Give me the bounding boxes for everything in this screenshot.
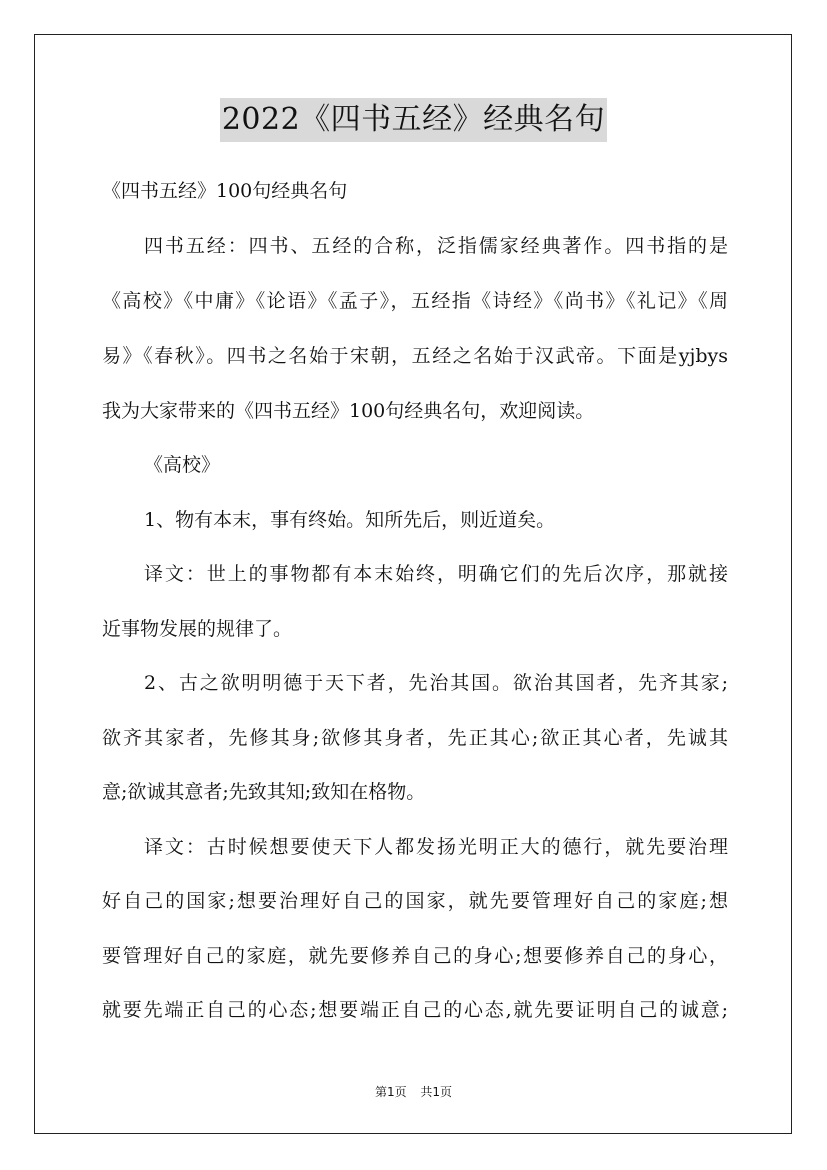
subtitle-line: 《四书五经》100句经典名句 bbox=[102, 180, 348, 202]
title-container bbox=[0, 98, 827, 142]
translation-line: 译文：古时候想要使天下人都发扬光明正大的德行，就先要治理 bbox=[144, 836, 728, 858]
paragraph-line: 四书五经：四书、五经的合称，泛指儒家经典著作。四书指的是 bbox=[144, 235, 728, 257]
section-heading: 《高校》 bbox=[144, 454, 221, 476]
translation-line: 就要先端正自己的心态;想要端正自己的心态,就先要证明自己的诚意; bbox=[102, 999, 728, 1021]
translation-line: 要管理好自己的家庭，就先要修养自己的身心;想要修养自己的身心， bbox=[102, 945, 728, 967]
page-number: 第1页 bbox=[374, 1085, 407, 1099]
translation-line: 近事物发展的规律了。 bbox=[102, 618, 293, 640]
quote-line: 1、物有本末，事有终始。知所先后，则近道矣。 bbox=[144, 509, 556, 531]
document-title: 2022《四书五经》经典名句 bbox=[220, 98, 607, 142]
quote-line: 意;欲诚其意者;先致其知;致知在格物。 bbox=[102, 781, 426, 803]
page-footer bbox=[0, 1083, 827, 1100]
quote-line: 2、古之欲明明德于天下者，先治其国。欲治其国者，先齐其家; bbox=[144, 672, 728, 694]
page-total: 共1页 bbox=[420, 1085, 453, 1099]
quote-line: 欲齐其家者，先修其身;欲修其身者，先正其心;欲正其心者，先诚其 bbox=[102, 727, 728, 749]
paragraph-line: 《高校》《中庸》《论语》《孟子》，五经指《诗经》《尚书》《礼记》《周 bbox=[102, 290, 728, 312]
translation-line: 好自己的国家;想要治理好自己的国家，就先要管理好自己的家庭;想 bbox=[102, 890, 728, 912]
translation-line: 译文：世上的事物都有本末始终，明确它们的先后次序，那就接 bbox=[144, 563, 728, 585]
paragraph-line: 易》《春秋》。四书之名始于宋朝，五经之名始于汉武帝。下面是yjbys bbox=[102, 345, 728, 367]
paragraph-line: 我为大家带来的《四书五经》100句经典名句，欢迎阅读。 bbox=[102, 400, 595, 422]
